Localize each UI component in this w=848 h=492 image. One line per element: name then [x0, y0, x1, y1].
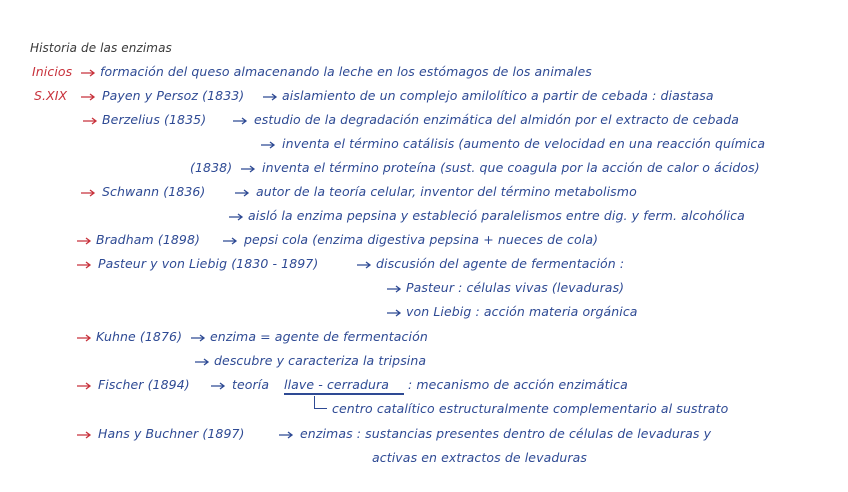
- blue-arrow-icon: [356, 260, 372, 270]
- fischer-text: : mecanismo de acción enzimática: [408, 377, 628, 392]
- red-arrow-icon: [76, 236, 92, 246]
- page-title: Historia de las enzimas: [30, 41, 172, 55]
- blue-arrow-icon: [222, 236, 238, 246]
- payen-text: aislamiento de un complejo amilolítico a partir de cebada : diastasa: [282, 88, 714, 103]
- branch-connector: [314, 396, 327, 409]
- schwann-text2: aisló la enzima pepsina y estableció paralelismos entre dig. y ferm. alcohólica: [248, 208, 745, 223]
- bradham-entry: Bradham (1898): [96, 232, 201, 247]
- schwann-entry: Schwann (1836): [102, 184, 206, 199]
- pasteur-sub1: Pasteur : células vivas (levaduras): [406, 280, 625, 295]
- red-arrow-icon: [80, 188, 96, 198]
- red-arrow-icon: [76, 260, 92, 270]
- blue-arrow-icon: [194, 357, 210, 367]
- red-arrow-icon: [82, 116, 98, 126]
- schwann-text1: autor de la teoría celular, inventor del término metabolismo: [256, 184, 637, 199]
- red-arrow-icon: [76, 430, 92, 440]
- blue-arrow-icon: [262, 92, 278, 102]
- buchner-entry: Hans y Buchner (1897): [98, 426, 245, 441]
- sxix-label: S.XIX: [34, 88, 68, 103]
- blue-arrow-icon: [210, 381, 226, 391]
- fischer-entry: Fischer (1894): [98, 377, 190, 392]
- pasteur-sub2: von Liebig : acción materia orgánica: [406, 304, 638, 319]
- red-arrow-icon: [76, 333, 92, 343]
- red-arrow-icon: [80, 92, 96, 102]
- red-arrow-icon: [80, 68, 96, 78]
- fischer-teoria: teoría: [232, 377, 270, 392]
- berzelius-text2: inventa el término catálisis (aumento de velocidad en una reacción química: [282, 136, 766, 151]
- blue-arrow-icon: [386, 284, 402, 294]
- blue-arrow-icon: [190, 333, 206, 343]
- blue-arrow-icon: [260, 140, 276, 150]
- blue-arrow-icon: [228, 212, 244, 222]
- llave-underline: [284, 393, 404, 395]
- berzelius-year2: (1838): [190, 160, 233, 175]
- fischer-llave-cerradura: llave - cerradura: [284, 377, 390, 392]
- payen-entry: Payen y Persoz (1833): [102, 88, 245, 103]
- buchner-text2: activas en extractos de levaduras: [372, 450, 588, 465]
- fischer-sub: centro catalítico estructuralmente complementario al sustrato: [332, 401, 729, 416]
- red-arrow-icon: [76, 381, 92, 391]
- kuhne-entry: Kuhne (1876): [96, 329, 183, 344]
- bradham-text: pepsi cola (enzima digestiva pepsina + nueces de cola): [244, 232, 599, 247]
- pasteur-entry: Pasteur y von Liebig (1830 - 1897): [98, 256, 319, 271]
- blue-arrow-icon: [386, 308, 402, 318]
- berzelius-text1: estudio de la degradación enzimática del almidón por el extracto de cebada: [254, 112, 740, 127]
- blue-arrow-icon: [240, 164, 256, 174]
- kuhne-text2: descubre y caracteriza la tripsina: [214, 353, 427, 368]
- berzelius-text3: inventa el término proteína (sust. que coagula por la acción de calor o ácidos): [262, 160, 760, 175]
- inicios-text: formación del queso almacenando la leche en los estómagos de los animales: [100, 64, 592, 79]
- buchner-text1: enzimas : sustancias presentes dentro de células de levaduras y: [300, 426, 712, 441]
- berzelius-entry: Berzelius (1835): [102, 112, 207, 127]
- inicios-label: Inicios: [32, 64, 73, 79]
- blue-arrow-icon: [278, 430, 294, 440]
- kuhne-text1: enzima = agente de fermentación: [210, 329, 428, 344]
- blue-arrow-icon: [232, 116, 248, 126]
- pasteur-text: discusión del agente de fermentación :: [376, 256, 625, 271]
- blue-arrow-icon: [234, 188, 250, 198]
